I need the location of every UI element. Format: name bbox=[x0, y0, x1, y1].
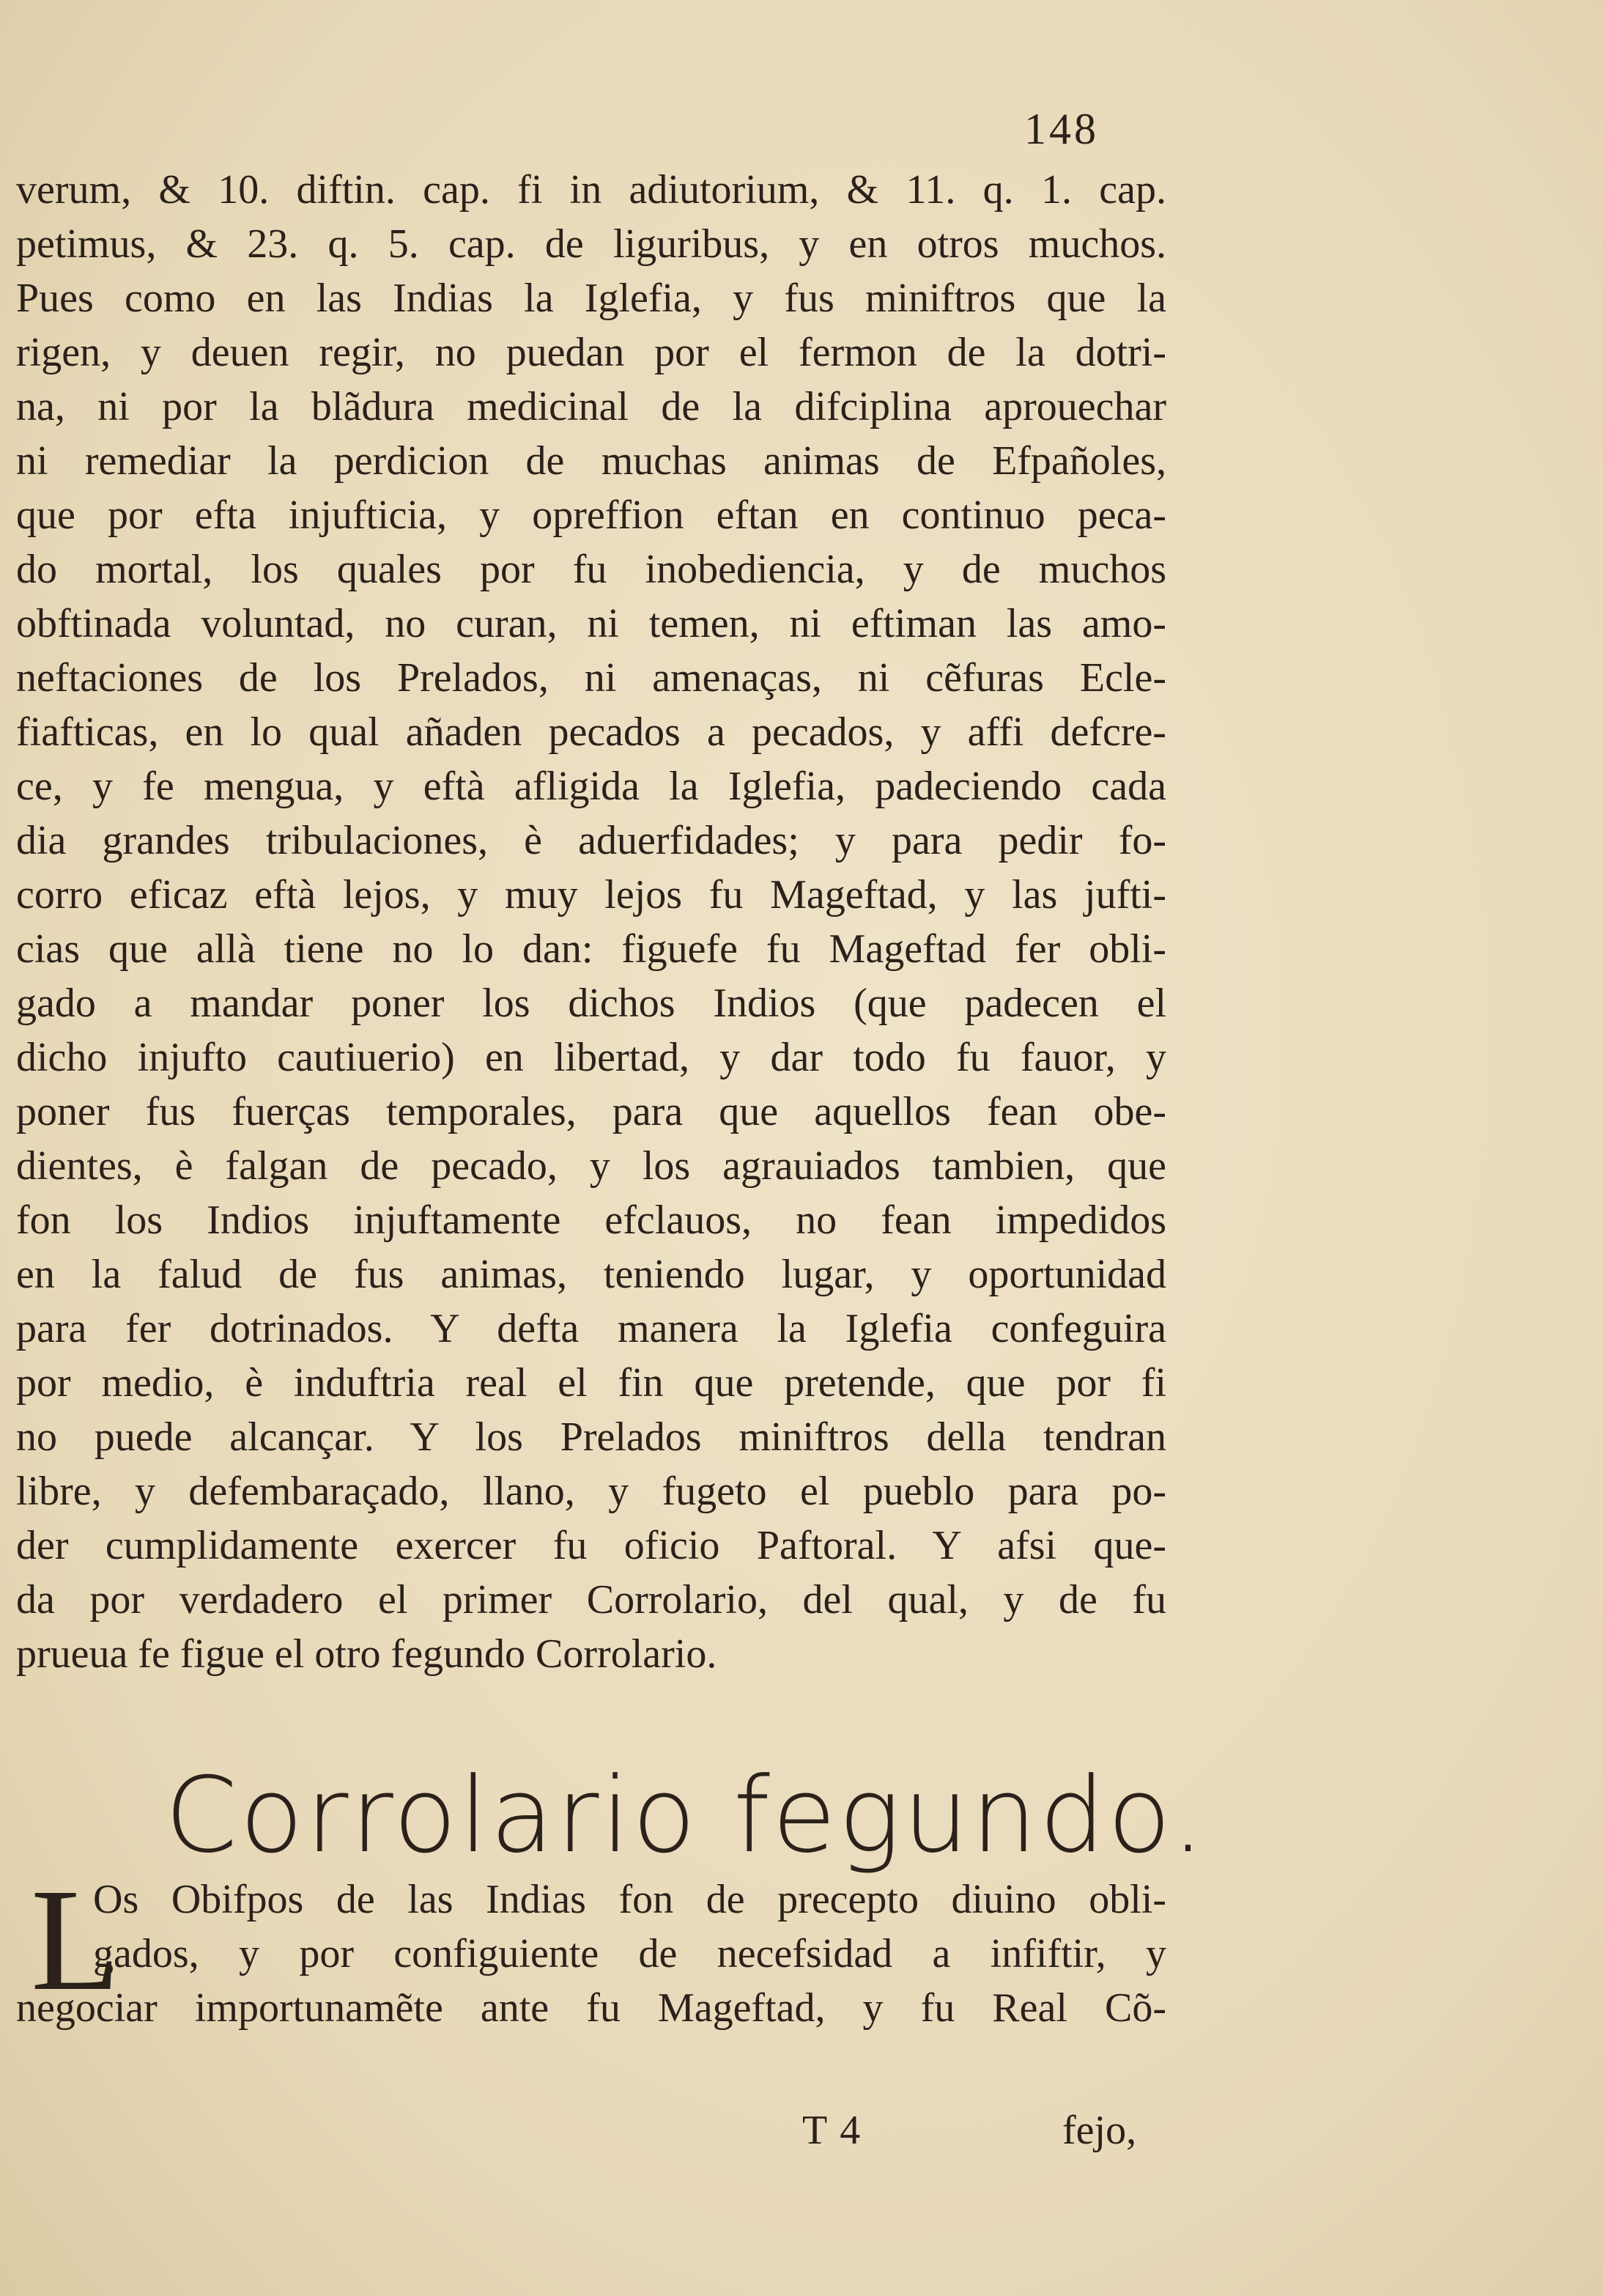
text-line: negociar importunamẽte ante fu Mageftad, y fu Real Cõ- bbox=[16, 1985, 1166, 2031]
text-line: dia grandes tribulaciones, è aduerfidades; y para pedir fo- bbox=[16, 818, 1166, 863]
text-line: petimus, & 23. q. 5. cap. de liguribus, y en otros muchos. bbox=[16, 221, 1166, 267]
text-line: ce, y fe mengua, y eftà afligida la Iglefia, padeciendo cada bbox=[16, 764, 1166, 809]
text-line: da por verdadero el primer Corrolario, del qual, y de fu bbox=[16, 1577, 1166, 1623]
text-line: corro eficaz eftà lejos, y muy lejos fu Mageftad, y las jufti- bbox=[16, 872, 1166, 918]
text-line: gado a mandar poner los dichos Indios (que padecen el bbox=[16, 981, 1166, 1026]
text-line: Os Obifpos de las Indias fon de precepto diuino obli- bbox=[93, 1877, 1166, 1922]
text-line: por medio, è induftria real el fin que pretende, que por fi bbox=[16, 1360, 1166, 1406]
text-line: no puede alcançar. Y los Prelados miniftros della tendran bbox=[16, 1414, 1166, 1460]
text-line: der cumplidamente exercer fu oficio Paftoral. Y afsi que- bbox=[16, 1523, 1166, 1568]
text-line: en la falud de fus animas, teniendo lugar, y oportunidad bbox=[16, 1252, 1166, 1297]
text-line: rigen, y deuen regir, no puedan por el fermon de la dotri- bbox=[16, 330, 1166, 375]
text-line: dicho injufto cautiuerio) en libertad, y dar todo fu fauor, y bbox=[16, 1035, 1166, 1080]
text-line: fiafticas, en lo qual añaden pecados a pecados, y affi defcre- bbox=[16, 709, 1166, 755]
text-line: gados, y por configuiente de necefsidad a infiftir, y bbox=[93, 1931, 1166, 1976]
paragraph-2 bbox=[16, 1872, 1166, 2035]
page-number: 148 bbox=[1024, 105, 1099, 153]
text-line: libre, y defembaraçado, llano, y fugeto el pueblo para po- bbox=[16, 1469, 1166, 1514]
text-line: dientes, è falgan de pecado, y los agrauiados tambien, que bbox=[16, 1143, 1166, 1189]
text-line: prueua fe figue el otro fegundo Corrolario. bbox=[16, 1631, 717, 1677]
text-line: para fer dotrinados. Y defta manera la Iglefia confeguira bbox=[16, 1306, 1166, 1351]
text-line: obftinada voluntad, no curan, ni temen, ni eftiman las amo- bbox=[16, 601, 1166, 646]
signature-mark: T 4 bbox=[802, 2108, 862, 2153]
text-line: ni remediar la perdicion de muchas animas de Efpañoles, bbox=[16, 438, 1166, 484]
text-line: verum, & 10. diftin. cap. fi in adiutorium, & 11. q. 1. cap. bbox=[16, 167, 1166, 213]
text-line: cias que allà tiene no lo dan: figuefe fu Mageftad fer obli- bbox=[16, 926, 1166, 972]
text-line: na, ni por la blãdura medicinal de la difciplina aprouechar bbox=[16, 384, 1166, 429]
text-line: do mortal, los quales por fu inobediencia, y de muchos bbox=[16, 547, 1166, 592]
text-line: fon los Indios injuftamente efclauos, no fean impedidos bbox=[16, 1197, 1166, 1243]
section-heading: Corrolario fegundo. bbox=[165, 1755, 1207, 1876]
catchword: fejo, bbox=[1062, 2108, 1137, 2153]
paragraph-1 bbox=[16, 163, 1166, 1681]
text-line: neftaciones de los Prelados, ni amenaças, ni cẽfuras Ecle- bbox=[16, 655, 1166, 701]
text-line: poner fus fuerças temporales, para que aquellos fean obe- bbox=[16, 1089, 1166, 1134]
drop-cap: L bbox=[31, 1859, 121, 2021]
text-line: que por efta injufticia, y opreffion eftan en continuo peca- bbox=[16, 492, 1166, 538]
text-line: Pues como en las Indias la Iglefia, y fus miniftros que la bbox=[16, 276, 1166, 321]
